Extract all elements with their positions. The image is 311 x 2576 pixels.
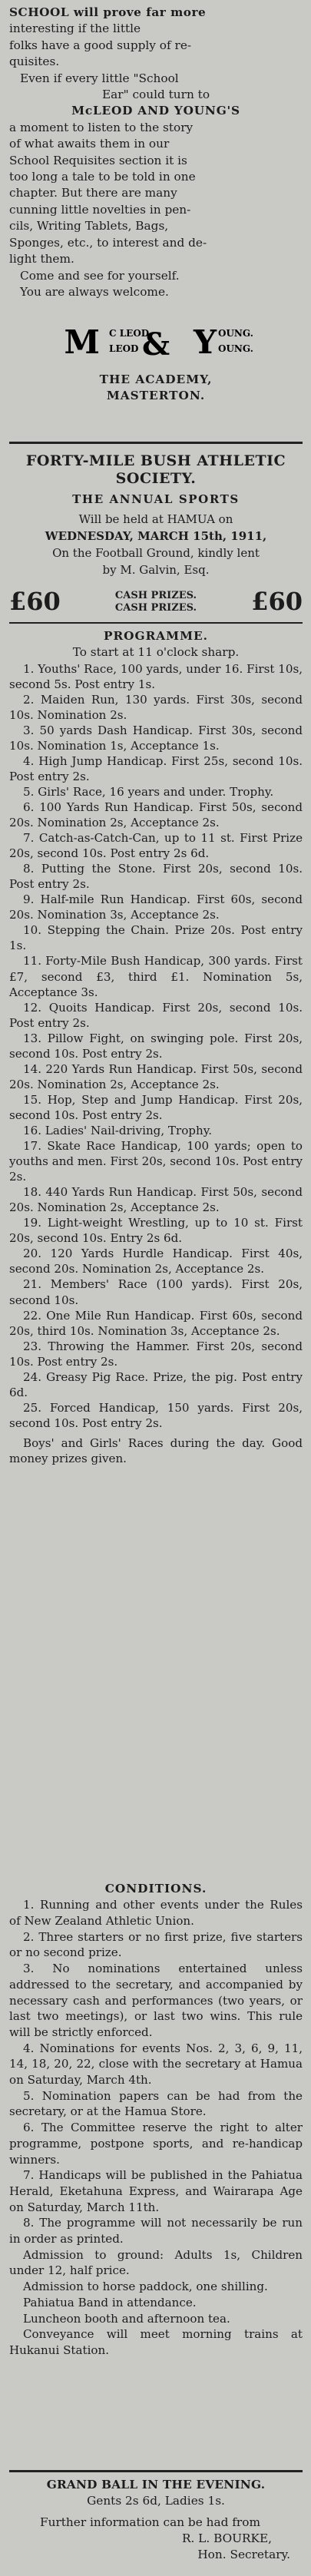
- programme-event: 19. Light-weight Wrestling, up to 10 st. First 20s, second 10s. Entry 2s 6d.: [9, 1216, 303, 1246]
- programme-event: 6. 100 Yards Run Handicap. First 50s, second 20s. Nomination 2s, Acceptance 2s.: [9, 800, 303, 830]
- school-ad-line: too long a tale to be told in one: [9, 170, 196, 184]
- school-ad-line: Ear" could turn to: [101, 88, 210, 102]
- programme-event: 16. Ladies' Nail-driving, Trophy.: [23, 1124, 213, 1137]
- section-divider-3: [9, 2470, 303, 2472]
- programme-closing-line: Boys' and Girls' Races during the day. Good money prizes given.: [9, 1435, 303, 1465]
- school-ad-line: You are always welcome.: [20, 284, 169, 299]
- condition-item: Pahiatua Band in attendance.: [23, 2295, 197, 2309]
- condition-item: 4. Nominations for events Nos. 2, 3, 6, 9, 11, 14, 18, 20, 22, close with the secretary at Hamua on Saturday, March 4th.: [9, 2041, 303, 2088]
- school-ad-line: cils, Writing Tablets, Bags,: [9, 219, 169, 233]
- programme-event: 13. Pillow Fight, on swinging pole. First 20s, second 10s. Post entry 2s.: [9, 1031, 303, 1061]
- section-divider-1: [9, 442, 303, 444]
- sports-title-2: SOCIETY.: [115, 470, 197, 487]
- programme-event: 8. Putting the Stone. First 20s, second 10s. Post entry 2s.: [9, 862, 303, 892]
- school-ad-line: quisites.: [9, 55, 60, 69]
- school-ad-line: School Requisites section it is: [9, 153, 187, 167]
- sports-intro-line: by M. Galvin, Esq.: [102, 563, 210, 577]
- programme-section: [9, 628, 303, 1466]
- school-ad-line: interesting if the little: [9, 22, 141, 36]
- school-ad-text: [9, 5, 303, 300]
- sports-intro-line: On the Football Ground, kindly lent: [52, 546, 260, 560]
- sports-header: [9, 452, 303, 578]
- programme-event: 17. Skate Race Handicap, 100 yards; open to youths and men. First 20s, second 10s. Post entry 2s.: [9, 1139, 303, 1184]
- school-ad-line: cunning little novelties in pen-: [9, 202, 191, 217]
- section-divider-2: [9, 622, 303, 624]
- programme-event: 2. Maiden Run, 130 yards. First 30s, second 10s. Nomination 2s.: [9, 692, 303, 722]
- school-ad-line: Come and see for yourself.: [20, 268, 180, 283]
- logo-right-word-1: OUNG.: [218, 328, 253, 339]
- programme-event: 25. Forced Handicap, 150 yards. First 20s, second 10s. Post entry 2s.: [9, 1400, 303, 1430]
- school-ad-line: a moment to listen to the story: [9, 120, 194, 134]
- programme-event: 4. High Jump Handicap. First 25s, second 10s. Post entry 2s.: [9, 753, 303, 783]
- programme-start: To start at 11 o'clock sharp.: [72, 645, 240, 660]
- prize-banner: [9, 587, 303, 616]
- programme-event: 7. Catch-as-Catch-Can, up to 11 st. First Prize 20s, second 10s. Post entry 2s 6d.: [9, 831, 303, 861]
- programme-event: 14. 220 Yards Run Handicap. First 50s, second 20s. Nomination 2s, Acceptance 2s.: [9, 1061, 303, 1091]
- ball-signature-name: R. L. BOURKE,: [181, 2531, 272, 2545]
- programme-event: 3. 50 yards Dash Handicap. First 30s, second 10s. Nomination 1s, Acceptance 1s.: [9, 723, 303, 753]
- logo-left-word-1: C LEOD: [109, 328, 150, 339]
- programme-title: PROGRAMME.: [103, 629, 209, 643]
- ball-info: Further information can be had from: [40, 2515, 260, 2529]
- programme-event: 15. Hop, Step and Jump Handicap. First 20s, second 10s. Post entry 2s.: [9, 1092, 303, 1122]
- prize-middle-line-1: CASH PRIZES.: [114, 590, 197, 601]
- logo-ampersand: &: [141, 326, 170, 363]
- ball-title: GRAND BALL IN THE EVENING.: [46, 2478, 266, 2492]
- logo-right-word-2: OUNG.: [218, 343, 253, 354]
- condition-item: 6. The Committee reserve the right to alter programme, postpone sports, and re-handicap winners.: [9, 2121, 303, 2167]
- ball-signature-role: Hon. Secretary.: [197, 2548, 290, 2562]
- condition-item: Admission to ground: Adults 1s, Children under 12, half price.: [9, 2247, 303, 2278]
- programme-event: 1. Youths' Race, 100 yards, under 16. First 10s, second 5s. Post entry 1s.: [9, 661, 303, 691]
- programme-event: 9. Half-mile Run Handicap. First 60s, second 20s. Nomination 3s, Acceptance 2s.: [9, 892, 303, 922]
- conditions-title: CONDITIONS.: [104, 1882, 207, 1896]
- school-ad-line: McLEOD AND YOUNG'S: [71, 104, 240, 118]
- conditions-section: [9, 1881, 303, 2359]
- school-ad-line: SCHOOL will prove far more: [9, 5, 207, 19]
- sports-intro-line: Will be held at HAMUA on: [78, 512, 233, 526]
- condition-item: 5. Nomination papers can be had from the secretary, or at the Hamua Store.: [9, 2088, 303, 2119]
- school-ad-line: Sponges, etc., to interest and de-: [9, 235, 207, 250]
- condition-item: Admission to horse paddock, one shilling.: [23, 2280, 268, 2294]
- condition-item: Conveyance will meet morning trains at Hukanui Station.: [9, 2327, 303, 2357]
- prize-middle-line-2: CASH PRIZES.: [114, 602, 197, 614]
- school-ad-line: of what awaits them in our: [9, 137, 170, 151]
- school-ad: [9, 5, 303, 300]
- prize-left: £60: [9, 587, 61, 616]
- condition-item: 8. The programme will not necessarily be run in order as printed.: [9, 2216, 303, 2247]
- sports-title-1: FORTY-MILE BUSH ATHLETIC: [25, 452, 286, 469]
- sports-intro: [9, 511, 303, 578]
- programme-event: 10. Stepping the Chain. Prize 20s. Post entry 1s.: [9, 923, 303, 953]
- programme-event: 24. Greasy Pig Race. Prize, the pig. Post entry 6d.: [9, 1369, 303, 1399]
- condition-item: 2. Three starters or no first prize, five starters or no second prize.: [9, 1929, 303, 1960]
- programme-event: 21. Members' Race (100 yards). First 20s, second 10s.: [9, 1277, 303, 1307]
- programme-event: 22. One Mile Run Handicap. First 60s, second 20s, third 10s. Nomination 3s, Acceptance 2s.: [9, 1308, 303, 1338]
- programme-event: 23. Throwing the Hammer. First 20s, second 10s. Post entry 2s.: [9, 1339, 303, 1369]
- mcleod-young-logo-graphic: [9, 321, 303, 364]
- school-ad-line: light them.: [9, 252, 74, 267]
- programme-event: 20. 120 Yards Hurdle Handicap. First 40s, second 20s. Nomination 2s, Acceptance 2s.: [9, 1247, 303, 1276]
- academy-line: THE ACADEMY,: [99, 372, 213, 386]
- programme-event: 5. Girls' Race, 16 years and under. Trophy.: [23, 784, 274, 799]
- town-line: MASTERTON.: [106, 389, 206, 403]
- condition-item: 1. Running and other events under the Rules of New Zealand Athletic Union.: [9, 1898, 303, 1928]
- ball-section: [9, 2477, 303, 2563]
- programme-event: 11. Forty-Mile Bush Handicap, 300 yards. First £7, second £3, third £1. Nomination 5s, Acceptance 3s.: [9, 954, 303, 999]
- events-list: [9, 661, 303, 1431]
- school-ad-line: folks have a good supply of re-: [9, 38, 192, 52]
- programme-event: 18. 440 Yards Run Handicap. First 50s, second 20s. Nomination 2s, Acceptance 2s.: [9, 1185, 303, 1215]
- logo-right-letter: Y: [194, 323, 217, 361]
- condition-item: Luncheon booth and afternoon tea.: [23, 2311, 230, 2326]
- condition-item: 3. No nominations entertained unless addressed to the secretary, and accompanied by necessary cash and performances (two years, or last two meetings), or last two wins. This rule will be strictly enforced.: [9, 1962, 303, 2039]
- logo-left-letter: M: [64, 323, 100, 361]
- condition-item: 7. Handicaps will be published in the Pahiatua Herald, Eketahuna Express, and Wairarapa Age on Saturday, March 11th.: [9, 2168, 303, 2214]
- ball-prices: Gents 2s 6d, Ladies 1s.: [87, 2494, 225, 2508]
- mcleod-young-logo: [9, 321, 303, 405]
- sports-intro-line: WEDNESDAY, MARCH 15th, 1911,: [45, 529, 267, 543]
- programme-event: 12. Quoits Handicap. First 20s, second 10s. Post entry 2s.: [9, 1000, 303, 1030]
- school-ad-line: Even if every little "School: [20, 71, 179, 85]
- programme-closing: [9, 1435, 303, 1466]
- sports-title-3: THE ANNUAL SPORTS: [72, 492, 240, 506]
- school-ad-line: chapter. But there are many: [9, 186, 177, 200]
- prize-right: £60: [251, 587, 303, 616]
- conditions-list: [9, 1897, 303, 2358]
- logo-left-word-2: LEOD: [109, 343, 139, 354]
